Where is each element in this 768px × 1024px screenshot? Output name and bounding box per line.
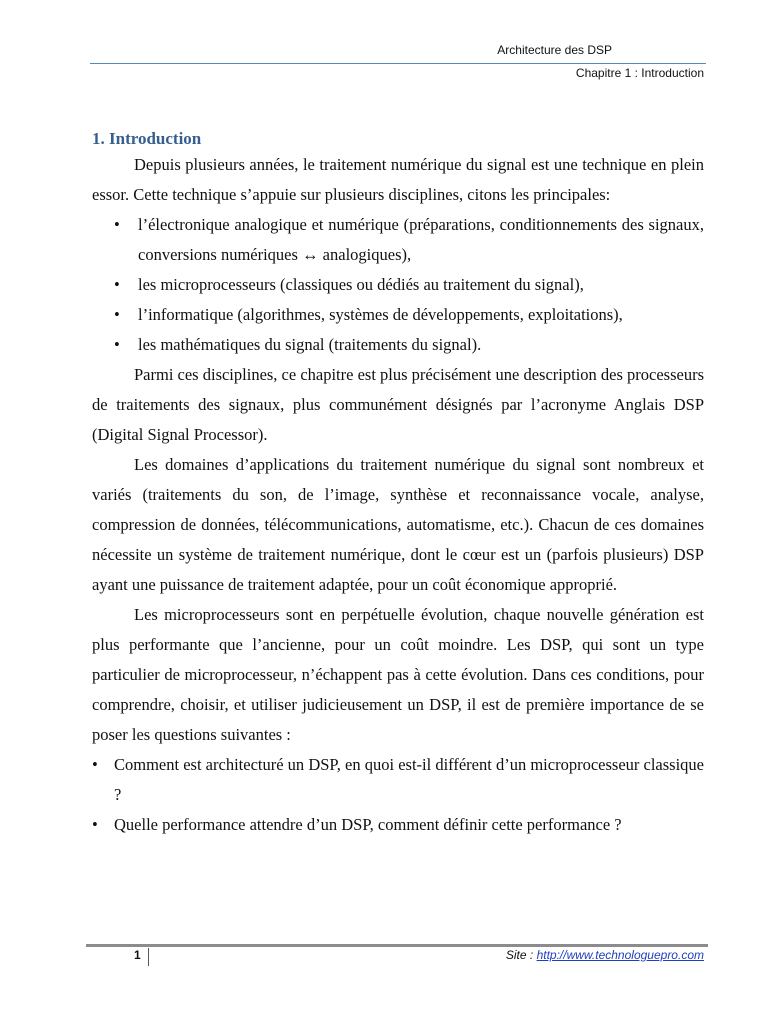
list-item-text: l’informatique (algorithmes, systèmes de développements, exploitations), (138, 305, 623, 324)
dsp-definition-paragraph: Parmi ces disciplines, ce chapitre est plus précisément une description des processeurs de traitements des signaux, plus communément désignés par l’acronyme Anglais DSP (Digital Signal Processor). (92, 365, 704, 444)
list-item (92, 750, 704, 810)
bullet-icon: • (114, 275, 120, 294)
list-item (92, 300, 704, 330)
list-item-text: les mathématiques du signal (traitements du signal). (138, 335, 482, 354)
section-heading: 1. Introduction (92, 129, 202, 148)
applications-paragraph: Les domaines d’applications du traitement numérique du signal sont nombreux et variés (traitements du son, de l’image, synthèse et reconnaissance vocale, analyse, compression de données, télécommunications, automatisme, etc.). Chacun de ces domaines nécessite un système de traitement numérique, dont le cœur est un (parfois plusieurs) DSP ayant une puissance de traitement adaptée, pour un coût économique approprié. (92, 455, 704, 594)
evolution-paragraph: Les microprocesseurs sont en perpétuelle évolution, chaque nouvelle génération est plus performante que l’ancienne, pour un coût moindre. Les DSP, qui sont un type particulier de microprocesseur, n’échappent pas à cette évolution. Dans ces conditions, pour comprendre, choisir, et utiliser judicieusement un DSP, il est de première importance de se poser les questions suivantes : (92, 605, 704, 744)
bullet-icon: • (114, 215, 120, 234)
questions-list (92, 750, 704, 840)
list-item-text: Quelle performance attendre d’un DSP, comment définir cette performance ? (114, 815, 622, 834)
header-chapter: Chapitre 1 : Introduction (575, 66, 704, 80)
header-rule (90, 63, 706, 64)
list-item (92, 810, 704, 840)
list-item-text: Comment est architecturé un DSP, en quoi est-il différent d’un microprocesseur classique ? (114, 755, 704, 804)
page-content (92, 128, 704, 840)
bullet-icon: • (92, 755, 98, 774)
intro-paragraph: Depuis plusieurs années, le traitement numérique du signal est une technique en plein essor. Cette technique s’appuie sur plusieurs disciplines, citons les principales: (92, 155, 704, 204)
disciplines-list (92, 210, 704, 360)
list-item (92, 330, 704, 360)
site-label: Site : (505, 948, 537, 962)
bullet-icon: • (92, 815, 98, 834)
bullet-icon: • (114, 305, 120, 324)
footer-separator (148, 948, 149, 966)
site-link[interactable]: http://www.technologuepro.com (536, 948, 704, 962)
page-number: 1 (134, 948, 141, 962)
list-item-text: l’électronique analogique et numérique (préparations, conditionnements des signaux, conversions numériques ↔ analogiques), (138, 215, 704, 264)
list-item (92, 210, 704, 270)
list-item (92, 270, 704, 300)
list-item-text: les microprocesseurs (classiques ou dédiés au traitement du signal), (138, 275, 584, 294)
header-title: Architecture des DSP (497, 43, 612, 57)
bullet-icon: • (114, 335, 120, 354)
footer-rule (86, 944, 708, 947)
footer-site (506, 948, 704, 962)
